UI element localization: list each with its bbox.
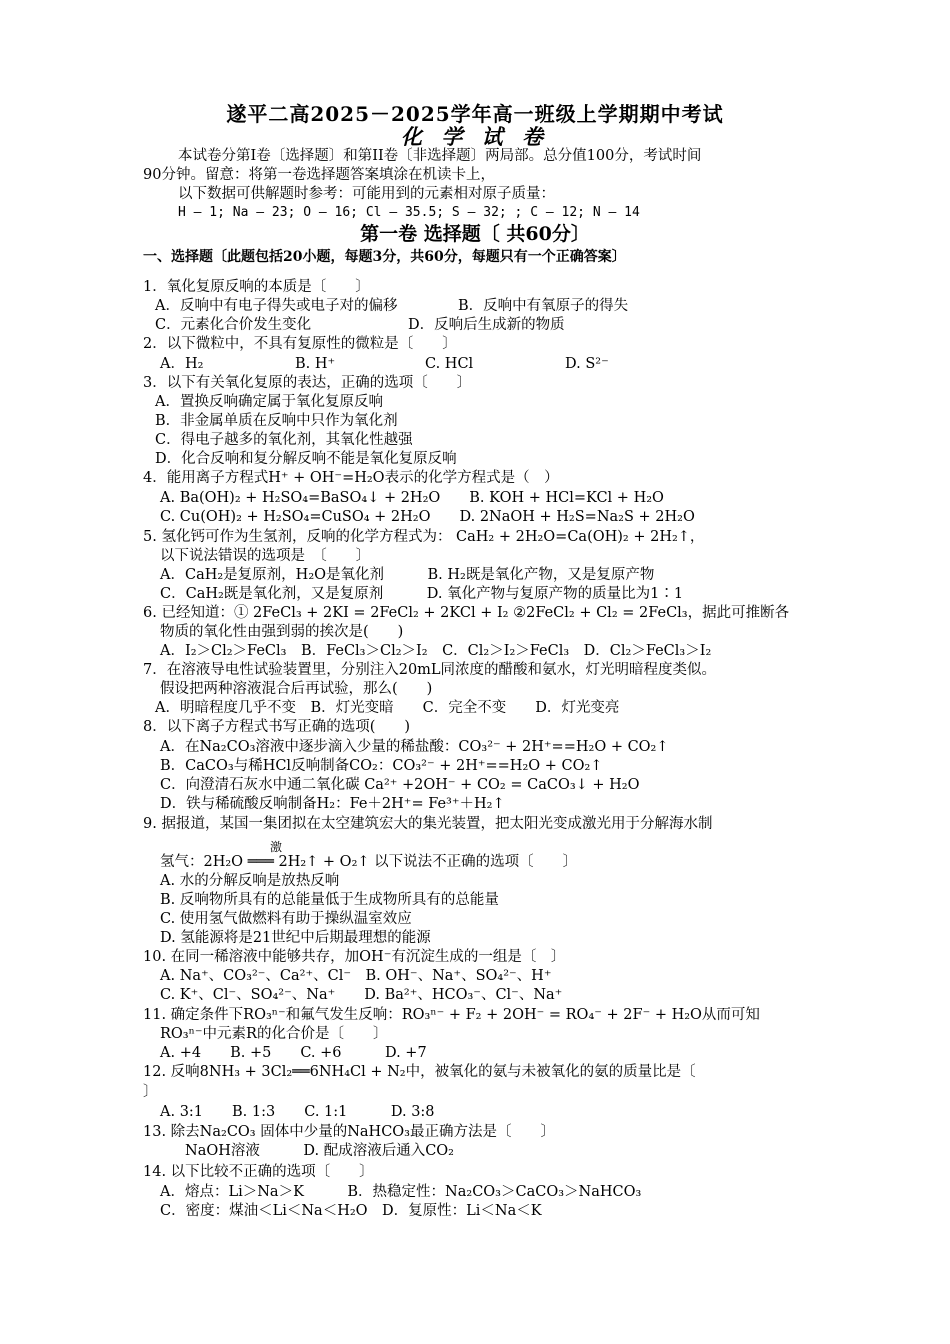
q2-option-a: A．H₂ — [160, 356, 204, 372]
q9-stem: 9. 据报道，某国一集团拟在太空建筑宏大的集光装置，把太阳光变成激光用于分解海水制 — [143, 816, 713, 832]
q10-stem: 10. 在同一稀溶液中能够共存，加OH⁻有沉淀生成的一组是〔 〕 — [143, 949, 566, 965]
q9-over-arrow: 激 — [270, 840, 283, 854]
q9-stem-2: 氢气：2H₂O ═══ 2H₂↑ + O₂↑ 以下说法不正确的选项〔 〕 — [160, 854, 578, 870]
q8-option-c: C．向澄清石灰水中通二氧化碳 Ca²⁺ +2OH⁻ + CO₂ = CaCO₃↓ + H₂O — [160, 777, 640, 793]
q4-options-ab: A. Ba(OH)₂ + H₂SO₄=BaSO₄↓ + 2H₂O B. KOH + HCl=KCl + H₂O — [160, 490, 664, 506]
q1-option-a: A．反响中有电子得失或电子对的偏移 — [155, 298, 398, 314]
q13-options: NaOH溶液 D. 配成溶液后通入CO₂ — [185, 1143, 454, 1159]
q4-stem: 4．能用离子方程式H⁺ + OH⁻=H₂O表示的化学方程式是（ ） — [143, 470, 559, 486]
q1-option-d: D．反响后生成新的物质 — [408, 317, 565, 333]
intro-line-3: 以下数据可供解题时参考：可能用到的元素相对原子质量： — [178, 186, 555, 202]
q9-option-a: A. 水的分解反响是放热反响 — [160, 873, 340, 889]
intro-line-1: 本试卷分第Ⅰ卷〔选择题〕和第II卷〔非选择题〕两局部。总分值100分，考试时间 — [178, 148, 702, 164]
q5-options-ab: A．CaH₂是复原剂，H₂O是氧化剂 B. H₂既是氧化产物，又是复原产物 — [160, 567, 655, 583]
q6-stem-2: 物质的氧化性由强到弱的挨次是( ) — [160, 624, 404, 640]
q3-option-a: A．置换反响确定属于氧化复原反响 — [155, 394, 383, 410]
q10-options-cd: C. K⁺、Cl⁻、SO₄²⁻、Na⁺ D. Ba²⁺、HCO₃⁻、Cl⁻、Na⁺ — [160, 987, 563, 1003]
q1-option-c: C．元素化合价发生变化 — [155, 317, 312, 333]
q2-option-b: B. H⁺ — [295, 356, 336, 372]
q2-option-c: C. HCl — [425, 356, 474, 372]
q5-stem-2: 以下说法错误的选项是 〔 〕 — [160, 548, 371, 564]
q2-option-d: D. S²⁻ — [565, 356, 609, 372]
q3-option-c: C．得电子越多的氧化剂，其氧化性越强 — [155, 432, 413, 448]
part1-title: 第一卷 选择题〔 共60分〕 — [360, 223, 590, 245]
q6-options: A．I₂＞Cl₂＞FeCl₃ B．FeCl₃＞Cl₂＞I₂ C．Cl₂＞I₂＞FeCl₃ D．Cl₂＞FeCl₃＞I₂ — [160, 643, 712, 659]
q7-stem: 7．在溶液导电性试验装置里，分别注入20mL同浓度的醋酸和氨水，灯光明暗程度类似。 — [143, 662, 717, 678]
q2-stem: 2．以下微粒中，不具有复原性的微粒是〔 〕 — [143, 336, 457, 352]
q12-stem-2: 〕 — [143, 1084, 158, 1100]
exam-subject: 化 学 试 卷 — [401, 124, 549, 149]
q10-options-ab: A. Na⁺、CO₃²⁻、Ca²⁺、Cl⁻ B. OH⁻、Na⁺、SO₄²⁻、H⁺ — [160, 968, 552, 984]
q14-options-ab: A．熔点：Li＞Na＞K B．热稳定性：Na₂CO₃＞CaCO₃＞NaHCO₃ — [160, 1184, 642, 1200]
q13-stem: 13. 除去Na₂CO₃ 固体中少量的NaHCO₃最正确方法是〔 〕 — [143, 1124, 555, 1140]
section-heading: 一、选择题〔此题包括20小题，每题3分，共60分，每题只有一个正确答案〕 — [143, 249, 626, 265]
q3-option-d: D．化合反响和复分解反响不能是氧化复原反响 — [155, 451, 457, 467]
q11-options: A. +4 B. +5 C. +6 D. +7 — [160, 1045, 427, 1061]
q11-stem-2: RO₃ⁿ⁻中元素R的化合价是〔 〕 — [160, 1026, 388, 1042]
q9-option-d: D. 氢能源将是21世纪中后期最理想的能源 — [160, 930, 431, 946]
q6-stem: 6. 已经知道：① 2FeCl₃ + 2KI = 2FeCl₂ + 2KCl + I₂ ②2FeCl₂ + Cl₂ = 2FeCl₃，据此可推断各 — [143, 605, 790, 621]
q8-option-a: A．在Na₂CO₃溶液中逐步滴入少量的稀盐酸：CO₃²⁻ + 2H⁺==H₂O + CO₂↑ — [160, 739, 669, 755]
q8-option-b: B．CaCO₃与稀HCl反响制备CO₂：CO₃²⁻ + 2H⁺==H₂O + CO₂↑ — [160, 758, 603, 774]
q11-stem: 11. 确定条件下RO₃ⁿ⁻和氟气发生反响：RO₃ⁿ⁻ + F₂ + 2OH⁻ = RO₄⁻ + 2F⁻ + H₂O从而可知 — [143, 1007, 760, 1023]
q7-stem-2: 假设把两种溶液混合后再试验，那么( ) — [160, 681, 433, 697]
q9-option-c: C. 使用氢气做燃料有助于操纵温室效应 — [160, 911, 412, 927]
q1-option-b: B．反响中有氧原子的得失 — [458, 298, 629, 314]
q4-options-cd: C. Cu(OH)₂ + H₂SO₄=CuSO₄ + 2H₂O D. 2NaOH + H₂S=Na₂S + 2H₂O — [160, 509, 695, 525]
q3-option-b: B．非金属单质在反响中只作为氧化剂 — [155, 413, 398, 429]
q8-option-d: D．铁与稀硫酸反响制备H₂：Fe＋2H⁺= Fe³⁺＋H₂↑ — [160, 796, 505, 812]
q12-stem: 12. 反响8NH₃ + 3Cl₂══6NH₄Cl + N₂中，被氧化的氨与未被氧化的氨的质量比是〔 — [143, 1064, 696, 1080]
q1-stem: 1．氧化复原反响的本质是〔 〕 — [143, 279, 370, 295]
q5-options-cd: C．CaH₂既是氧化剂，又是复原剂 D. 氧化产物与复原产物的质量比为1∶1 — [160, 586, 684, 602]
exam-title: 遂平二高2025－2025学年高一班级上学期期中考试 — [226, 102, 724, 126]
q5-stem: 5. 氢化钙可作为生氢剂，反响的化学方程式为： CaH₂ + 2H₂O=Ca(OH)₂ + 2H₂↑， — [143, 529, 705, 545]
q7-options: A．明暗程度几乎不变 B．灯光变暗 C．完全不变 D．灯光变亮 — [155, 700, 620, 716]
q14-stem: 14. 以下比较不正确的选项〔 〕 — [143, 1164, 374, 1180]
q14-options-cd: C．密度：煤油＜Li＜Na＜H₂O D．复原性：Li＜Na＜K — [160, 1203, 542, 1219]
q3-stem: 3．以下有关氧化复原的表达，正确的选项〔 〕 — [143, 375, 472, 391]
intro-line-2: 90分钟。留意：将第一卷选择题答案填涂在机读卡上， — [143, 167, 495, 183]
q8-stem: 8．以下离子方程式书写正确的选项( ) — [143, 719, 411, 735]
q9-option-b: B. 反响物所具有的总能量低于生成物所具有的总能量 — [160, 892, 499, 908]
atomic-masses: H — 1; Na — 23; O — 16; Cl — 35.5; S — 32; ; C — 12; N — 14 — [178, 205, 640, 220]
q12-options: A. 3:1 B. 1:3 C. 1:1 D. 3:8 — [160, 1104, 435, 1120]
